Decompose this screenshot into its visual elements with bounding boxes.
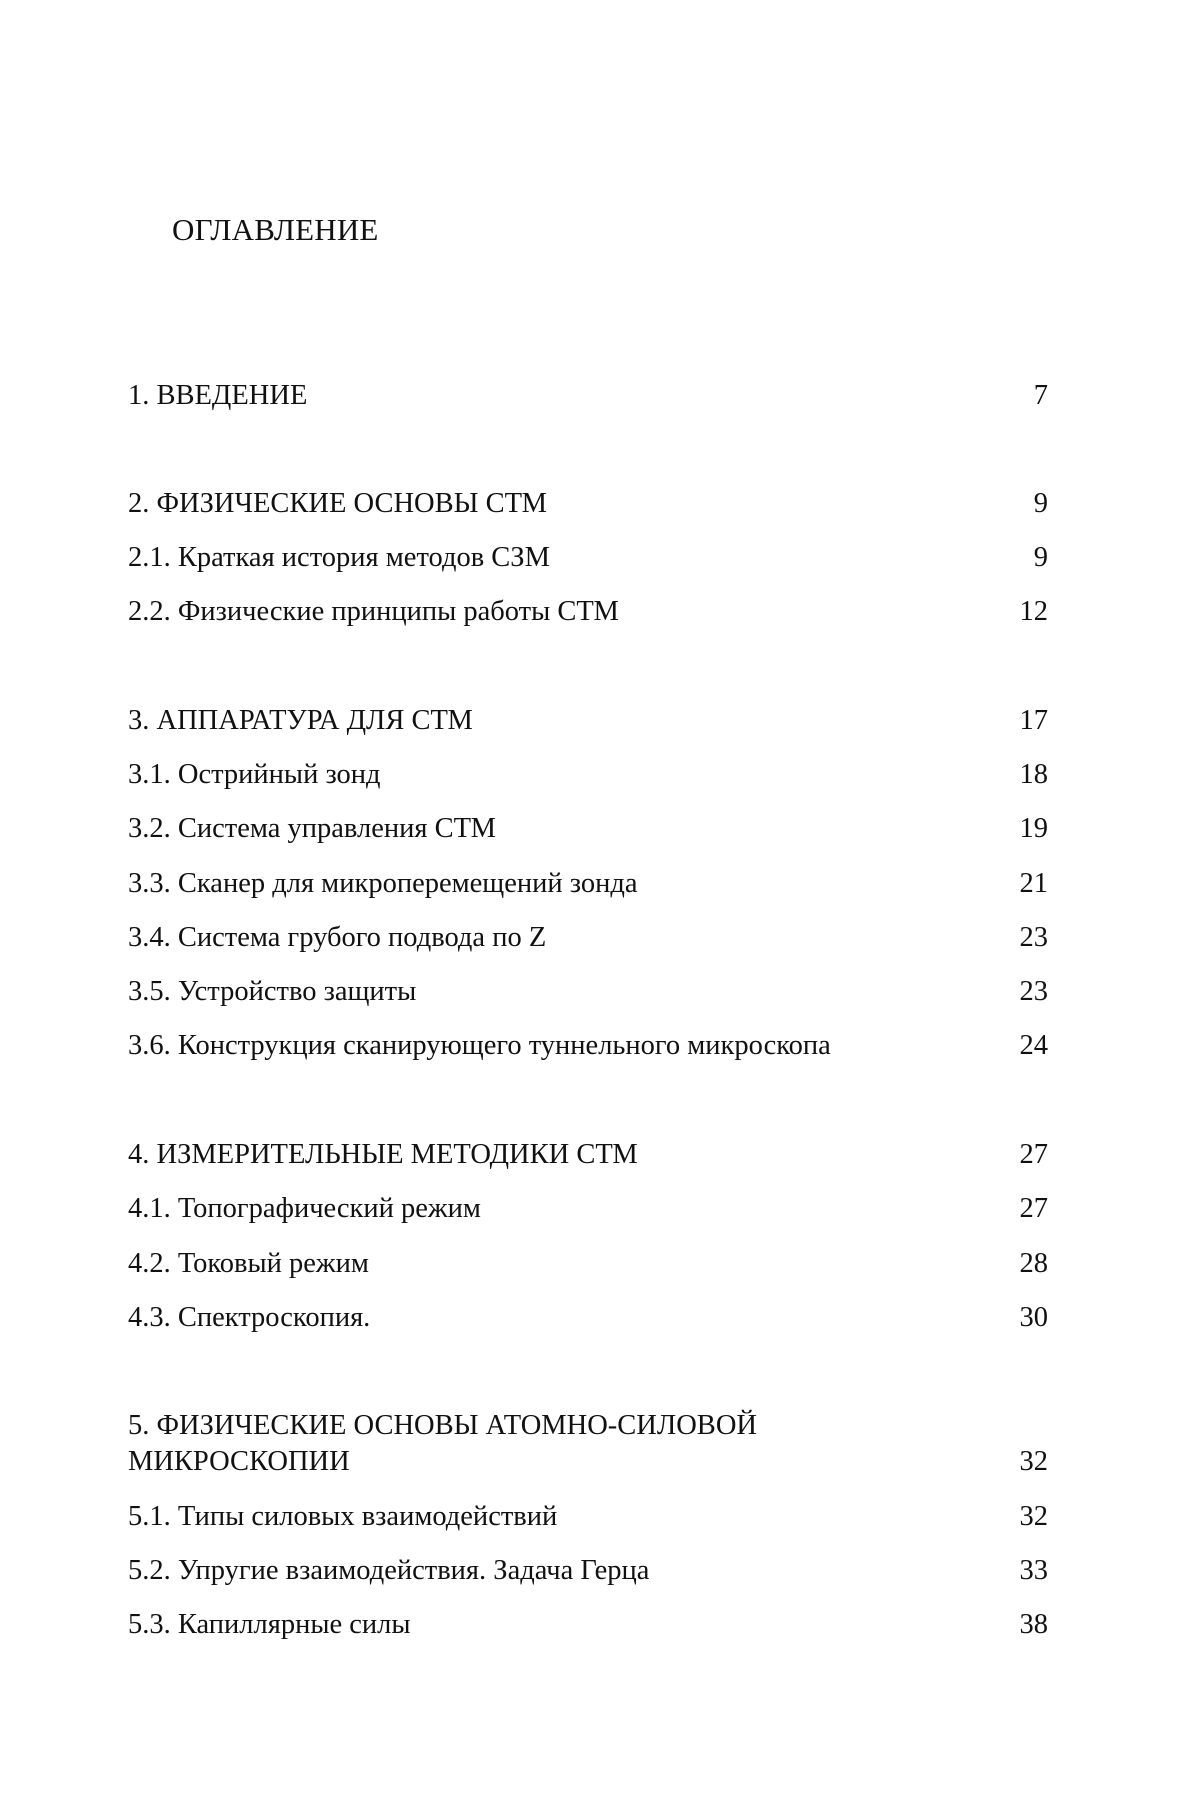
toc-entry-label: 2. ФИЗИЧЕСКИЕ ОСНОВЫ СТМ	[128, 488, 547, 519]
toc-entry-label: 3. АППАРАТУРА ДЛЯ СТМ	[128, 705, 473, 736]
toc-entry-label: 1. ВВЕДЕНИЕ	[128, 380, 308, 411]
toc-entry-label: 2.2. Физические принципы работы СТМ	[128, 596, 619, 627]
toc-entry-page: 38	[1019, 1609, 1048, 1640]
toc-entry-page: 9	[1033, 488, 1048, 519]
toc-entry-label: 4.3. Спектроскопия.	[128, 1302, 371, 1333]
toc-entry-label: 3.6. Конструкция сканирующего туннельного микроскопа	[128, 1030, 831, 1061]
toc-entry-page: 21	[1019, 868, 1048, 899]
toc-entry-page: 24	[1019, 1030, 1048, 1061]
toc-entry-page: 7	[1033, 380, 1048, 411]
toc-entry-label: 3.4. Система грубого подвода по Z	[128, 922, 547, 953]
toc-entry-page: 32	[1019, 1501, 1048, 1532]
toc-entry-label: 3.1. Острийный зонд	[128, 759, 381, 790]
toc-entry-label: 3.5. Устройство защиты	[128, 976, 417, 1007]
page-title: ОГЛАВЛЕНИЕ	[172, 212, 379, 247]
toc-entry-page: 23	[1019, 922, 1048, 953]
toc-entry-page: 27	[1019, 1193, 1048, 1224]
toc-entry-label: 2.1. Краткая история методов СЗМ	[128, 542, 550, 573]
toc-entry-page: 32	[1019, 1446, 1048, 1477]
toc-entry-label: 4.1. Топографический режим	[128, 1193, 481, 1224]
toc-entry-page: 27	[1019, 1139, 1048, 1170]
toc-entry-label: 4.2. Токовый режим	[128, 1248, 369, 1279]
toc-entry-page: 33	[1019, 1555, 1048, 1586]
toc-entry-label: 5.1. Типы силовых взаимодействий	[128, 1501, 558, 1532]
toc-entry-label: 3.2. Система управления СТМ	[128, 813, 496, 844]
toc-entry-label: 5.3. Капиллярные силы	[128, 1609, 411, 1640]
toc-entry-label: 3.3. Сканер для микроперемещений зонда	[128, 868, 638, 899]
toc-entry-page: 19	[1019, 813, 1048, 844]
toc-entry-label: 5. ФИЗИЧЕСКИЕ ОСНОВЫ АТОМНО-СИЛОВОЙ МИКРОСКОПИИ	[128, 1410, 757, 1477]
toc-entry-page: 30	[1019, 1302, 1048, 1333]
toc-entry-label: 5.2. Упругие взаимодействия. Задача Герца	[128, 1555, 650, 1586]
toc-entry-page: 23	[1019, 976, 1048, 1007]
toc-entry-page: 9	[1033, 542, 1048, 573]
toc-entry-page: 28	[1019, 1248, 1048, 1279]
toc-entry-page: 17	[1019, 705, 1048, 736]
toc-entry-page: 12	[1019, 596, 1048, 627]
toc-entry-page: 18	[1019, 759, 1048, 790]
toc-entry-label: 4. ИЗМЕРИТЕЛЬНЫЕ МЕТОДИКИ СТМ	[128, 1139, 638, 1170]
